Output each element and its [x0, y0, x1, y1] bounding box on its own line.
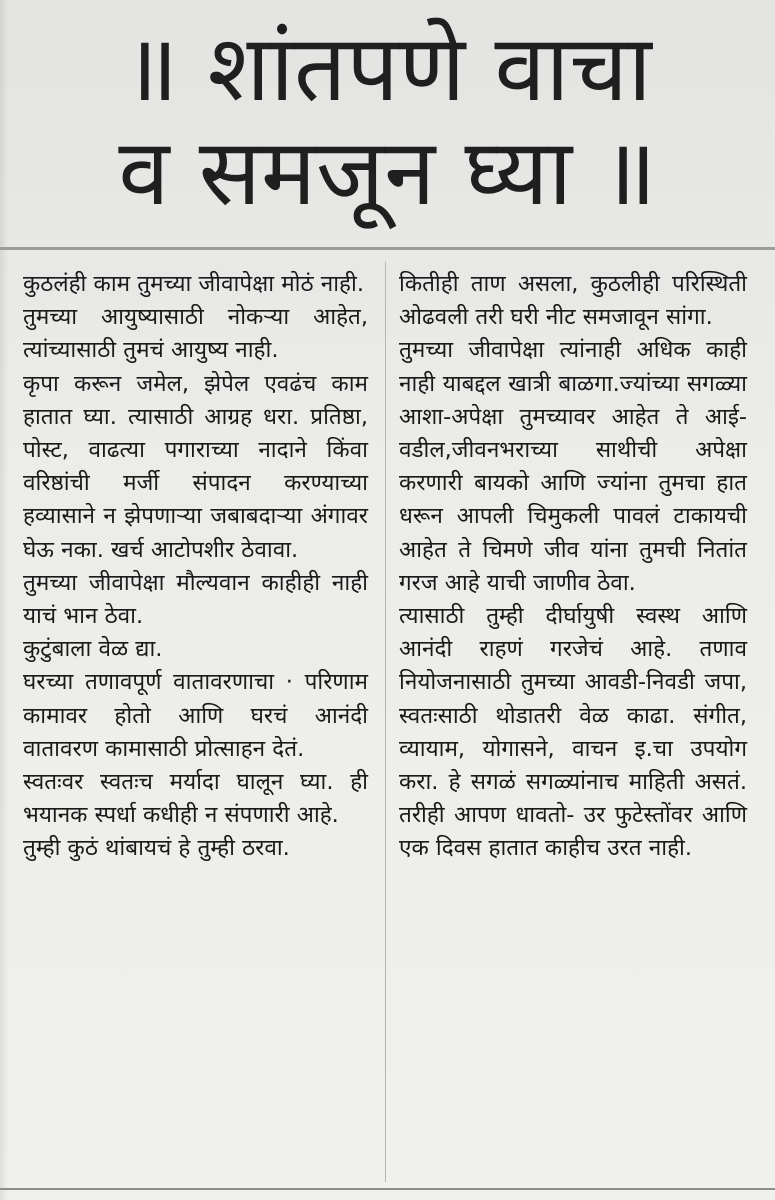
bottom-divider	[0, 1188, 775, 1190]
left-paragraph-5: कुटुंबाला वेळ द्या.	[23, 636, 163, 663]
page-edge-shadow	[0, 0, 8, 1200]
left-paragraph-4: तुमच्या जीवापेक्षा मौल्यवान काहीही नाही याचं भान ठेवा.	[23, 569, 368, 630]
left-column	[23, 268, 368, 866]
left-paragraph-2: तुमच्या आयुष्यासाठी नोकऱ्या आहेत, त्यांच्यासाठी तुमचं आयुष्य नाही.	[23, 304, 368, 364]
left-paragraph-6: घरच्या तणावपूर्ण वातावरणाचा · परिणाम कामावर होतो आणि घरचं आनंदी वातावरण कामासाठी प्रोत्साहन देतं.	[23, 669, 368, 762]
left-paragraph-1: कुठलंही काम तुमच्या जीवापेक्षा मोठं नाही.	[23, 271, 364, 297]
left-paragraph-8: तुम्ही कुठं थांबायचं हे तुम्ही ठरवा.	[23, 835, 290, 862]
left-paragraph-3: कृपा करून जमेल, झेपेल एवढंच काम हातात घ्या. त्यासाठी आग्रह धरा. प्रतिष्ठा, पोस्ट, वाढत्या पगाराच्या नादाने किंवा वरिष्ठांची मर्जी संपादन करण्याच्या हव्यासाने न झेपणाऱ्या जबाबदाऱ्या अंगावर घेऊ नका. खर्च आटोपशीर ठेवावा.	[23, 370, 368, 563]
headline-line-2: व समजून घ्या ॥	[118, 119, 657, 226]
left-paragraph-7: स्वतःवर स्वतःच मर्यादा घालून घ्या. ही भयानक स्पर्धा कधीही न संपणारी आहे.	[23, 769, 368, 829]
right-paragraph-3: त्यासाठी तुम्ही दीर्घायुषी स्वस्थ आणि आनंदी राहणं गरजेचं आहे. तणाव नियोजनासाठी तुमच्या आवडी-निवडी जपा, स्वतःसाठी थोडातरी वेळ काढा. संगीत, व्यायाम, योगासने, वाचन इ.चा उपयोग करा. हे सगळं सगळ्यांनाच माहिती असतं. तरीही आपण धावतो- उर फुटेस्तोंवर आणि एक दिवस हातात काहीच उरत नाही.	[399, 603, 747, 862]
headline-divider	[0, 247, 775, 250]
right-paragraph-2: तुमच्या जीवापेक्षा त्यांनाही अधिक काही नाही याबद्दल खात्री बाळगा.ज्यांच्या सगळ्या आशा-अपेक्षा तुमच्यावर आहेत ते आई-वडील,जीवनभराच्या साथीची अपेक्षा करणारी बायको आणि ज्यांना तुमचा हात धरून आपली चिमुकली पावलं टाकायची आहेत ते चिमणे जीव यांना तुमची नितांत गरज आहे याची जाणीव ठेवा.	[399, 337, 747, 596]
right-column	[399, 268, 747, 866]
right-paragraph-1: कितीही ताण असला, कुठलीही परिस्थिती ओढवली तरी घरी नीट समजावून सांगा.	[399, 271, 747, 331]
headline-line-1: ॥ शांतपणे वाचा	[123, 15, 652, 122]
column-divider	[385, 262, 386, 1182]
